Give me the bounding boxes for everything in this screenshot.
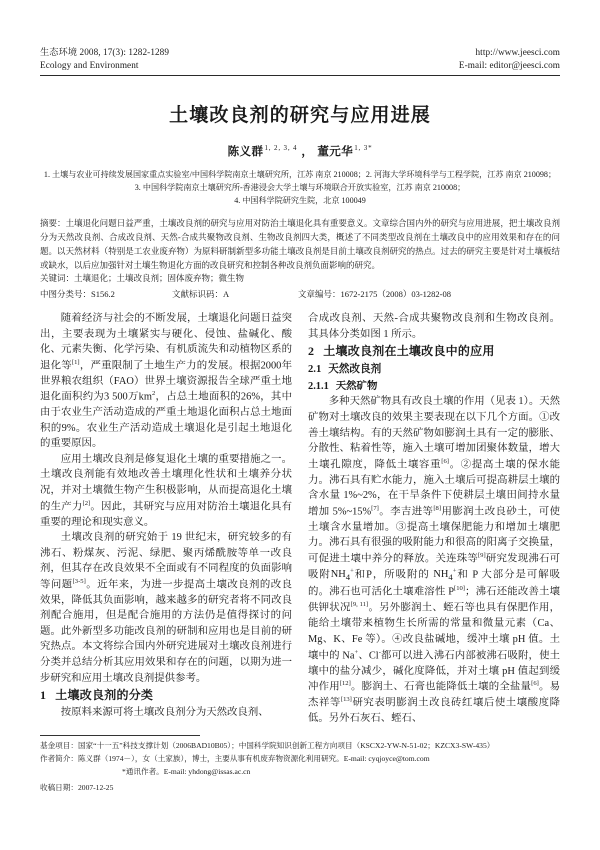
ref-1: [1]	[71, 358, 80, 366]
left-column	[40, 311, 293, 719]
author-1-name: 陈义群	[227, 145, 264, 158]
bio-label: 作者简介：	[40, 753, 78, 763]
body-columns	[40, 311, 561, 725]
page-title: 土壤改良剂的研究与应用进展	[169, 104, 431, 126]
right-p2-part-g: 和 P 大部分是可解吸的。沸石也可活化土壤难溶性 P	[308, 569, 560, 598]
journal-name-en: Ecology and Environment	[40, 60, 139, 71]
right-p2-part-n: 研究表明膨润土改良砖红壤后使土壤酸度降低。另外石灰石、蛭石、	[308, 697, 561, 725]
footnote-divider	[40, 735, 200, 736]
abstract-block	[40, 217, 560, 302]
right-p2-part-k: 都可以进入沸石内部被沸石吸附，使土壤中的盐分减少，碱化度降低，并对土壤 pH 值起到缓冲作用	[308, 650, 560, 693]
formula-nh4-charge-2: +	[452, 567, 457, 575]
abstract-text: 土壤退化问题日益严重，土壤改良剂的研究与应用对防治土壤退化具有重要意义。文章综合国内外的研究与应用进展，把土壤改良剂分为天然改良剂、合成改良剂、天然-合成共聚物改良剂、生物改良剂四大类，概述了不同类型改良剂在土壤改良中的应用效果和存在的问题。以天然材料（特别是工农业废弃物）为原料研制新型多功能土壤改良剂是目前土壤改良剂研究的热点。过去的研究主要是针对土壤板结或缺水，以后应加强针对土壤生物退化方面的改良研究和控制各种改良剂负面影响的研究。	[40, 218, 560, 270]
journal-url[interactable]: http://www.jeesci.com	[475, 47, 560, 57]
footnote-corresponding-author: *通讯作者。E-mail: yhdong@issas.ac.cn	[122, 766, 251, 776]
right-p2-part-m: 。易杰祥等	[308, 681, 561, 709]
formula-nh-2: NH	[433, 569, 449, 581]
left-paragraph-1	[40, 311, 292, 452]
ref-8: [8]	[433, 504, 442, 512]
journal-email[interactable]: E-mail: editor@jeesci.com	[458, 60, 560, 71]
right-p2-part-e: 研究发现沸石可吸附	[308, 553, 561, 581]
left-paragraph-3	[40, 530, 292, 686]
abstract-label: 摘要：	[40, 218, 66, 229]
right-paragraph-2	[308, 394, 560, 726]
left-paragraph-4: 按原料来源可将土壤改良剂分为天然改良剂、	[60, 707, 269, 719]
keywords-paragraph	[40, 272, 560, 286]
funding-label: 基金项目：	[40, 740, 78, 750]
left-p2-part-a: 应用土壤改良剂是修复退化土壤的重要措施之一。土壤改良剂能有效地改善土壤理化性状和土壤养分状况，并对土壤微生物产生积极影响，从而提高退化土壤的生产力	[40, 453, 292, 513]
left-paragraph-2	[40, 452, 292, 530]
bio-text: 陈义群（1974－），女（土家族），博士，主要从事有机废弃物资源化利用研究。E-mail: cyqjoyce@tom.com	[77, 753, 430, 763]
abstract-paragraph	[40, 217, 560, 272]
right-p2-part-d: 用膨润土改良砂土，可使土壤含水量增加。③提高土壤保肥能力和增加土壤肥力。沸石具有很强的吸附能力和很高的阳离子交换量，可促进土壤中养分的释放。关连珠等	[308, 506, 560, 565]
document-code-value: A	[223, 289, 230, 300]
heading-2-1-1-text: 天然矿物	[335, 380, 378, 392]
formula-sodium-charge: +	[354, 648, 359, 656]
journal-name-cn: 生态环境 2008, 17(3): 1282-1289	[40, 47, 170, 57]
right-p2-part-l: 。膨润土、石膏也能降低土壤的全盐量	[350, 681, 532, 693]
ref-13: [13]	[340, 696, 352, 704]
right-p2-part-f: 和P，所吸附的	[353, 569, 434, 581]
left-p1-part-a: 随着经济与社会的不断发展，土壤退化问题日益突出，主要表现为土壤紧实与硬化、侵蚀、盐碱化、酸化、元素失衡、化学污染、有机质流失和动植物区系的退化等	[40, 313, 292, 372]
clc-label: 中图分类号：	[40, 289, 92, 300]
right-column	[308, 311, 561, 725]
right-p2-part-a: 多种天然矿物具有改良土壤的作用（见表 1）。天然矿物对土壤改良的效果主要表现在以下几个方面。①改善土壤结构。有的天然矿物如膨润土具有一定的膨胀、分散性、粘着性等，施入土壤可增加团聚体数量，增大土壤孔隙度，降低土壤容重	[308, 396, 560, 471]
received-value: 2007-12-25	[77, 782, 114, 792]
left-p1-part-b: ，严重限制了土地生产力的发展。根据2000年世界粮农组织（FAO）世界土壤资源报告全球严重土地退化面积约为3 500万km	[40, 360, 293, 403]
right-p2-part-j: 、Cl	[358, 650, 379, 661]
footnote-funding	[40, 739, 560, 752]
affiliation-3: 3. 中国科学院南京土壤研究所-香港浸会大学土壤与环境联合开放实验室，江苏 南京 210008；	[134, 182, 466, 192]
clc-value: S156.2	[91, 289, 115, 300]
formula-nh-1: NH	[330, 569, 346, 581]
affiliation-4: 4. 中国科学院研究生院，北京 100049	[234, 195, 366, 205]
formula-ammonium-2	[433, 567, 457, 583]
author-2-name: 董元华	[317, 145, 354, 158]
affiliation-list	[40, 168, 560, 207]
affiliation-1: 1. 土壤与农业可持续发展国家重点实验室/中国科学院南京土壤研究所，江苏 南京 210008；2. 河海大学环境科学与工程学院，江苏 南京 210098；	[43, 169, 557, 179]
unit-exponent: 2	[151, 390, 156, 398]
left-p3-part-b: 。近年来，为进一步提高土壤改良剂的改良效果，降低其负面影响，越来越多的研究者将不同改良剂配合施用，但是配合施用的方法仍是值得探讨的问题。此外新型多功能改良剂的研制和应用也是目前的研究热点。本文将综合国内外研究进展对土壤改良剂进行分类并总结分析其应用效果和存在的问题，以期为进一步研究和应用土壤改良剂提供参考。	[40, 579, 293, 684]
author-1	[227, 143, 298, 158]
article-id-value: 1672-2175（2008）03-1282-08	[340, 289, 452, 300]
right-p2-part-b: 。②提高土壤的保水能力。沸石具有贮水能力，施入土壤后可提高耕层土壤的含水量 1%~2%，在干旱条件下使耕层土壤田间持水量增加 5%~15%	[308, 459, 561, 518]
ref-9-11: [9, 11]	[350, 601, 369, 609]
heading-2-application	[308, 343, 560, 361]
heading-2-1-1-minerals	[308, 379, 560, 395]
author-1-affil-marker: 1, 2, 3, 4	[264, 143, 298, 152]
article-id-label: 文章编号：	[298, 289, 341, 300]
received-label: 收稿日期：	[40, 782, 78, 792]
footnote-received-date	[40, 781, 560, 794]
heading-1-text: 土壤改良剂的分类	[55, 688, 154, 703]
header-divider	[40, 75, 560, 76]
heading-2-1-text: 天然改良剂	[328, 364, 382, 376]
author-separator: ，	[301, 145, 314, 158]
ref-6-b: [6]	[531, 680, 539, 688]
right-p2-part-h: ；沸石还能改善土壤供钾状况	[308, 586, 560, 614]
author-list	[40, 143, 560, 159]
article-id-field	[298, 288, 560, 302]
running-head-right	[459, 46, 560, 73]
ref-3-5: [3-5]	[72, 577, 86, 585]
formula-nh4-subscript-1: 4	[345, 572, 351, 583]
formula-nh4-subscript-2: 4	[448, 572, 453, 583]
keywords-label: 关键词：	[40, 273, 75, 284]
running-head	[40, 46, 560, 73]
left-p3-part-a: 土壤改良剂的研究始于 19 世纪末，研究较多的有沸石、粉煤灰、污泥、绿肥、聚丙烯酰胺等单一改良剂，但其存在改良效果不全面或有不同程度的负面影响等问题	[40, 532, 292, 591]
ref-6: [6]	[441, 457, 449, 465]
document-code-field	[172, 288, 298, 302]
ref-12: [12]	[339, 680, 351, 688]
left-p1-part-c: ，占总土地面积的26%，其中由于农业生产活动造成的严重土地退化面积占总土地面积的9%。农业生产活动造成土壤退化是引起土地退化的重要原因。	[40, 391, 293, 450]
right-paragraph-1: 合成改良剂、天然-合成共聚物改良剂和生物改良剂。其具体分类如图 1 所示。	[308, 313, 560, 340]
author-2-affil-marker: 1, 3*	[354, 143, 373, 152]
classification-line	[40, 288, 560, 302]
heading-2-1-number: 2.1	[308, 364, 322, 376]
right-p2-part-i: 。另外膨润土、蛭石等也具有保肥作用，能给土壤带来植物生长所需的常量和微量元素（Ca、Mg、K、Fe 等）。④改良盐碱地，缓冲土壤 pH 值。土壤中的 Na	[308, 602, 561, 661]
document-code-label: 文献标识码：	[172, 289, 224, 300]
funding-text: 国家“十一五”科技支撑计划（2006BAD10B05）；中国科学院知识创新工程方向项目（KSCX2-YW-N-51-02；KZCX3-SW-435）	[77, 740, 495, 750]
heading-2-1-natural	[308, 362, 560, 378]
formula-chloride-charge: -	[378, 648, 381, 656]
running-head-left	[40, 46, 169, 73]
heading-2-text: 土壤改良剂在土壤改良中的应用	[323, 344, 495, 359]
ref-10: [10]	[454, 585, 466, 593]
footnote-author-bio	[40, 752, 560, 765]
author-2	[317, 143, 373, 158]
heading-1-classification	[40, 687, 292, 705]
right-p2-part-c: 。李吉进等	[378, 506, 434, 518]
formula-ammonium-1	[330, 567, 354, 583]
heading-2-number: 2	[308, 344, 315, 359]
left-p2-part-b: 。因此，其研究与应用对防治土壤退化具有重要的理论和现实意义。	[40, 501, 293, 528]
heading-2-1-1-number: 2.1.1	[308, 380, 329, 392]
ref-9: [9]	[477, 551, 486, 559]
ref-7: [7]	[371, 504, 379, 512]
clc-field	[40, 288, 172, 302]
keywords-text: 土壤退化；土壤改良剂；固体废弃物；微生物	[74, 273, 245, 284]
formula-nh4-charge-1: +	[350, 567, 354, 575]
heading-1-number: 1	[40, 688, 47, 703]
ref-2: [2]	[82, 499, 91, 507]
footnote-block	[40, 735, 560, 794]
